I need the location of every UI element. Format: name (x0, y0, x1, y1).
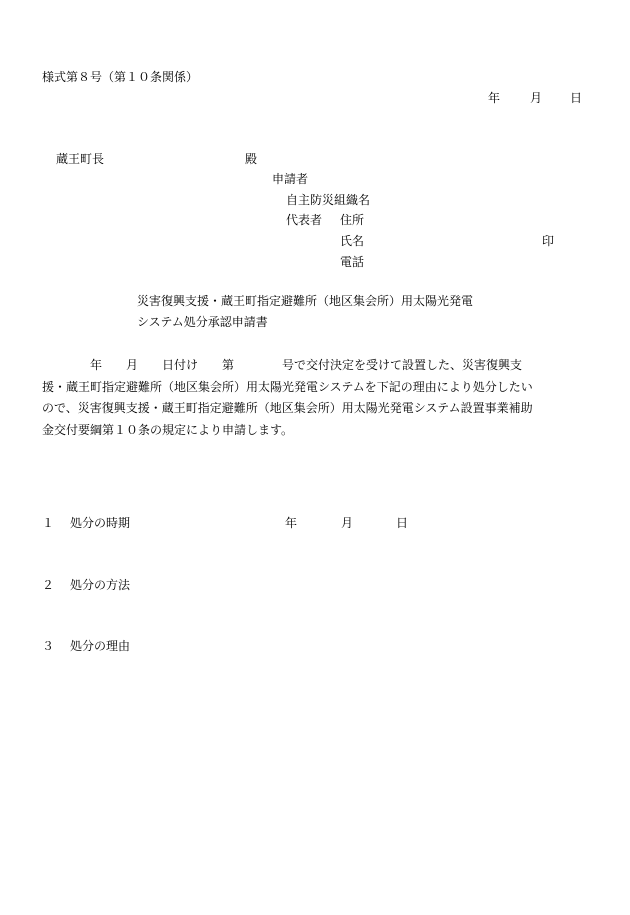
body-line: 援・蔵王町指定避難所（地区集会所）用太陽光発電システムを下記の理由により処分したい (42, 379, 533, 394)
date-year-label: 年 (488, 91, 501, 105)
date-month-label: 月 (530, 91, 543, 105)
item2-number: ２ (42, 578, 55, 592)
body-line: 年 月 日付け 第 号で交付決定を受けて設置した、災害復興支 (42, 358, 523, 372)
item1-day-label: 日 (396, 516, 409, 530)
representative-label: 代表者 (286, 213, 323, 227)
item1-month-label: 月 (341, 516, 354, 530)
address-label: 住所 (340, 213, 365, 227)
name-label: 氏名 (340, 234, 365, 248)
form-number: 様式第８号（第１０条関係） (42, 70, 199, 84)
item2-label: 処分の方法 (70, 578, 131, 592)
item3-number: ３ (42, 639, 55, 653)
item1-number: １ (42, 516, 55, 530)
item1-year-label: 年 (285, 516, 298, 530)
body-paragraph (42, 355, 590, 442)
applicant-label: 申請者 (272, 172, 309, 186)
date-day-label: 日 (570, 91, 583, 105)
body-line: ので、災害復興支援・蔵王町指定避難所（地区集会所）用太陽光発電システム設置事業補助 (42, 401, 533, 416)
org-name-label: 自主防災組織名 (286, 193, 371, 207)
addressee-honorific: 殿 (245, 152, 258, 166)
item1-label: 処分の時期 (70, 516, 131, 530)
seal-mark: 印 (542, 234, 555, 248)
document-title-line1: 災害復興支援・蔵王町指定避難所（地区集会所）用太陽光発電 (137, 294, 474, 308)
body-line: 金交付要綱第１０条の規定により申請します。 (42, 423, 294, 438)
document-title-line2: システム処分承認申請書 (137, 315, 268, 329)
phone-label: 電話 (340, 255, 365, 269)
item3-label: 処分の理由 (70, 639, 131, 653)
addressee-name: 蔵王町長 (56, 152, 105, 166)
